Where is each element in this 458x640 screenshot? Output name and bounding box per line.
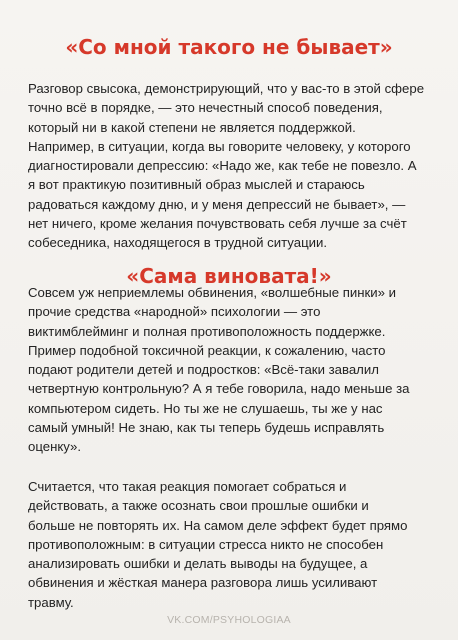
section-paragraph-own-fault: Совсем уж неприемлемы обвинения, «волшебные пинки» и прочие средства «народной» психологии — это виктимблейминг и полная противоположность поддержке. Пример подобной токсичной реакции, к сожалению, часто подают родители детей и подростков: «Всё-таки завалил четвертную контрольную? А я тебе говорила, надо меньше за компьютером сидеть. Но ты же не слушаешь, ты же у нас самый умный! Не знаю, как ты теперь будешь исправлять оценку». [28,285,410,455]
section-heading-own-fault: «Сама виновата!» [126,264,332,288]
section-paragraph-consequences: Считается, что такая реакция помогает собраться и действовать, а также осознать свои прошлые ошибки и больше не повторять их. На самом деле эффект будет прямо противоположным: в ситуации стресса никто не способен анализировать ошибки и делать выводы на будущее, а обвинения и жёсткая манера разговора лишь усиливают травму. [28,479,408,610]
section-heading-not-happening: «Со мной такого не бывает» [65,35,393,59]
section-paragraph-not-happening: Разговор свысока, демонстрирующий, что у вас-то в этой сфере точно всё в порядке, — это нечестный способ поведения, который ни в какой степени не является поддержкой. Например, в ситуации, когда вы говорите человеку, у которого диагностировали депрессию: «Надо же, как тебе не повезло. А я вот практикую позитивный образ мыслей и стараюсь радоваться каждому дню, и у меня депрессий не бывает», — нет ничего, кроме желания почувствовать себя лучше за счёт собеседника, находящегося в трудной ситуации. [28,81,425,251]
watermark-footer: VK.COM/PSYHOLOGIAA [167,614,291,626]
